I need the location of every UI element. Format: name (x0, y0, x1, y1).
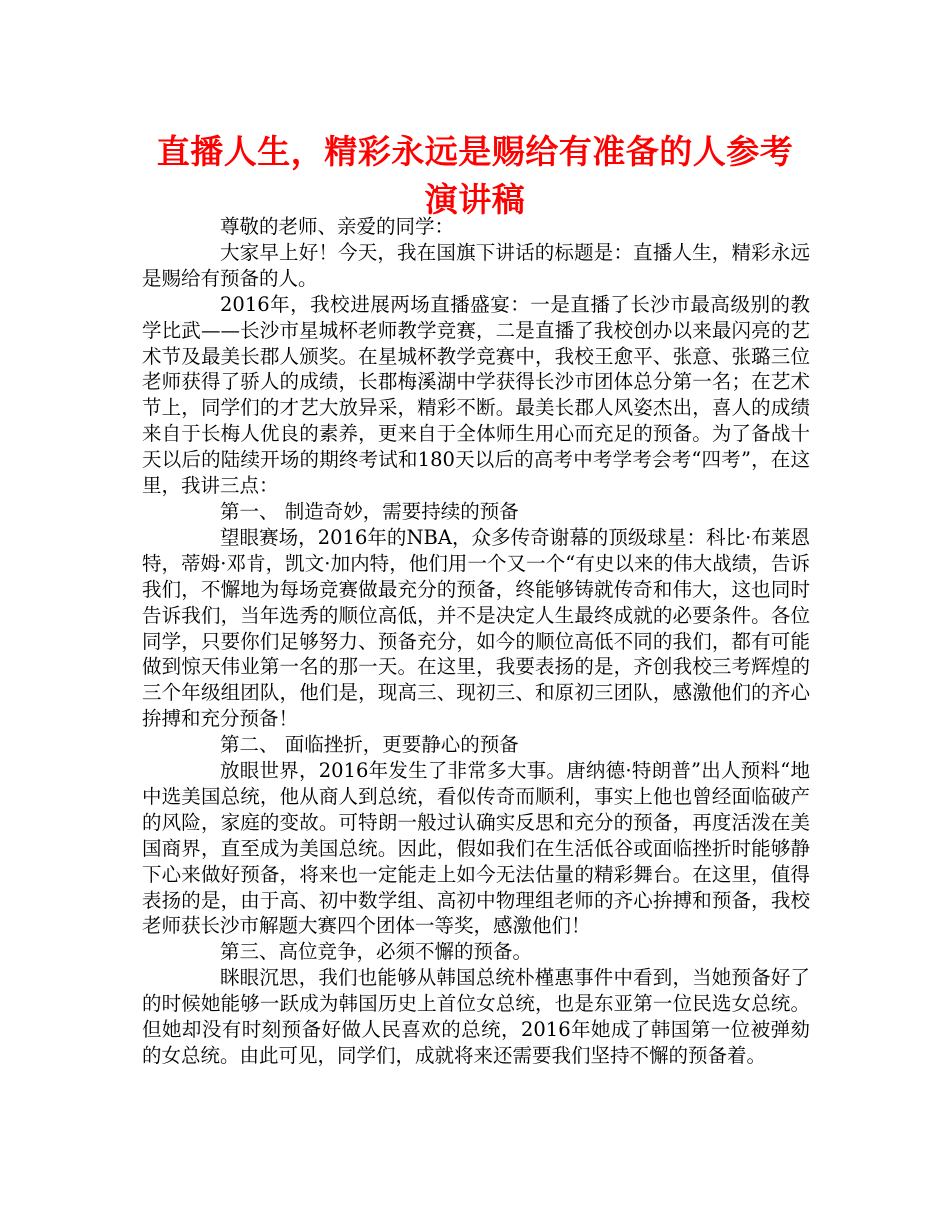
salutation: 尊敬的老师、亲爱的同学： (220, 215, 455, 238)
document-body (142, 214, 810, 1069)
section-heading: 第二、 面临挫折，更要静心的预备 (220, 733, 519, 757)
document-title: 直播人生，精彩永远是赐给有准备的人参考演讲稿 (156, 132, 794, 219)
body-paragraph: 望眼赛场，2016年的NBA，众多传奇谢幕的顶级球星：科比·布莱恩特，蒂姆·邓肯，凯文·加内特，他们用一个又一个“有史以来的伟大战绩，告诉我们，不懈地为每场竞赛做最充分的预备，终能够铸就传奇和伟大，这也同时告诉我们，当年选秀的顺位高低，并不是决定人生最终成就的必要条件。各位同学，只要你们足够努力、预备充分，如今的顺位高低不同的我们，都有可能做到惊天伟业第一名的那一天。在这里，我要表扬的是，齐创我校三考辉煌的三个年级组团队，他们是，现高三、现初三、和原初三团队，感激他们的齐心拚搏和充分预备！ (142, 525, 810, 731)
body-paragraph: 大家早上好！今天，我在国旗下讲话的标题是：直播人生，精彩永远是赐给有预备的人。 (142, 240, 810, 290)
section-heading: 第三、高位竞争，必须不懈的预备。 (220, 940, 533, 964)
section-heading: 第一、 制造奇妙，需要持续的预备 (220, 499, 519, 523)
body-paragraph: 放眼世界，2016年发生了非常多大事。唐纳德·特朗普”出人预料“地中选美国总统，他从商人到总统，看似传奇而顺利，事实上他也曾经面临破产的风险，家庭的变故。可特朗一般过认确实反思和充分的预备，再度活泼在美国商界，直至成为美国总统。因此，假如我们在生活低谷或面临挫折时能够静下心来做好预备，将来也一定能走上如今无法估量的精彩舞台。在这里，值得表扬的是，由于高、初中数学组、高初中物理组老师的齐心拚搏和预备，我校老师获长沙市解题大赛四个团体一等奖，感激他们！ (142, 759, 810, 938)
body-paragraph: 眯眼沉思，我们也能够从韩国总统朴槿惠事件中看到，当她预备好了的时候她能够一跃成为韩国历史上首位女总统，也是东亚第一位民选女总统。但她却没有时刻预备好做人民喜欢的总统，2016年她成了韩国第一位被弹劾的女总统。由此可见，同学们，成就将来还需要我们坚持不懈的预备着。 (142, 966, 810, 1067)
body-paragraph: 2016年，我校进展两场直播盛宴：一是直播了长沙市最高级别的教学比武——长沙市星城杯老师教学竞赛，二是直播了我校创办以来最闪亮的艺术节及最美长郡人颁奖。在星城杯教学竞赛中，我校王愈平、张意、张璐三位老师获得了骄人的成绩，长郡梅溪湖中学获得长沙市团体总分第一名；在艺术节上，同学们的才艺大放异采，精彩不断。最美长郡人风姿杰出，喜人的成绩来自于长梅人优良的素养，更来自于全体师生用心而充足的预备。为了备战十天以后的陆续开场的期终考试和180天以后的高考中考学考会考“四考”，在这里，我讲三点： (142, 292, 810, 498)
